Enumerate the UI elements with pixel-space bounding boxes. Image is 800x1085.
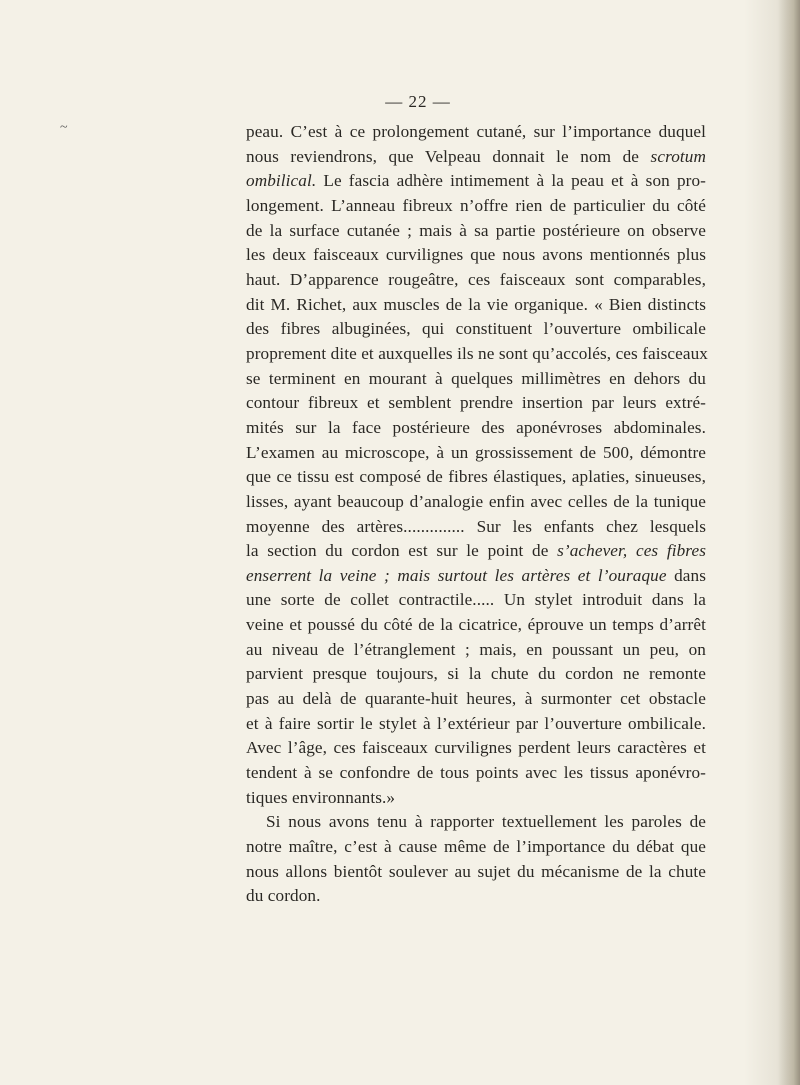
text-segment: lisses, ayant beaucoup d’analogie enfin avec celles de la tunique <box>246 491 706 511</box>
text-segment: nous allons bientôt soulever au sujet du mécanisme de la chute <box>246 861 706 881</box>
text-segment: que ce tissu est composé de fibres élastiques, aplaties, sinueuses, <box>246 467 706 487</box>
text-segment: longement. L’anneau fibreux n’offre rien de particulier du côté <box>246 195 706 215</box>
text-segment: Si nous avons tenu à rapporter textuellement les paroles de <box>266 812 706 832</box>
text-segment: dit M. Richet, aux muscles de la vie organique. « Bien distincts <box>246 294 706 314</box>
text-segment: tendent à se confondre de tous points avec les tissus aponévro- <box>246 763 706 783</box>
text-segment: au niveau de l’étranglement ; mais, en poussant un peu, on <box>246 639 706 659</box>
text-segment: notre maître, c’est à cause même de l’importance du débat que <box>246 837 706 857</box>
text-line <box>246 367 706 392</box>
text-line <box>246 145 706 170</box>
text-line <box>246 638 706 663</box>
text-line <box>246 786 706 811</box>
text-line <box>246 662 706 687</box>
text-line <box>246 761 706 786</box>
text-segment: L’examen au microscope, à un grossissement de 500, démontre <box>246 442 706 462</box>
text-segment: de la surface cutanée ; mais à sa partie postérieure on observe <box>246 220 706 240</box>
text-line <box>246 539 706 564</box>
text-line <box>246 293 706 318</box>
text-segment: contour fibreux et semblent prendre insertion par leurs extré- <box>246 393 706 413</box>
text-segment: se terminent en mourant à quelques millimètres en dehors du <box>246 368 706 388</box>
text-line <box>246 588 706 613</box>
text-line <box>246 515 706 540</box>
text-segment: Avec l’âge, ces faisceaux curvilignes perdent leurs caractères et <box>246 738 706 758</box>
text-line <box>246 860 706 885</box>
text-line <box>246 194 706 219</box>
text-line <box>246 564 706 589</box>
text-segment: Le fascia adhère intimement à la peau et à son pro- <box>316 171 706 191</box>
text-line <box>246 268 706 293</box>
text-line <box>246 884 706 909</box>
text-line <box>246 736 706 761</box>
text-line <box>246 613 706 638</box>
text-segment: et à faire sortir le stylet à l’extérieur par l’ouverture ombilicale. <box>246 713 706 733</box>
text-line <box>246 687 706 712</box>
text-segment: moyenne des artères.............. Sur les enfants chez lesquels <box>246 516 706 536</box>
text-line <box>246 342 709 367</box>
text-line <box>246 169 706 194</box>
text-segment: mités sur la face postérieure des aponévroses abdominales. <box>246 417 706 437</box>
text-segment: peau. C’est à ce prolongement cutané, sur l’importance duquel <box>246 122 706 141</box>
text-segment: parvient presque toujours, si la chute du cordon ne remonte <box>246 664 706 684</box>
italic-text: s’achever, ces fibres <box>557 541 706 561</box>
italic-text: ombilical. <box>246 171 317 191</box>
body-text <box>246 120 709 909</box>
text-line <box>246 465 706 490</box>
text-segment: la section du cordon est sur le point de <box>246 541 558 561</box>
text-line <box>246 810 706 835</box>
text-line <box>246 712 706 737</box>
text-line <box>246 317 706 342</box>
text-segment: tiques environnants.» <box>246 787 396 807</box>
italic-text: scrotum <box>650 146 706 166</box>
text-line <box>246 490 706 515</box>
text-segment: les deux faisceaux curvilignes que nous avons mentionnés plus <box>246 245 706 265</box>
text-segment: une sorte de collet contractile..... Un stylet introduit dans la <box>246 590 706 610</box>
text-line <box>246 243 706 268</box>
page-number: — 22 — <box>385 92 451 111</box>
text-segment: dans <box>666 565 706 585</box>
stray-ink-mark: ~ <box>60 120 68 135</box>
text-line <box>246 120 706 145</box>
text-segment: veine et poussé du côté de la cicatrice, éprouve un temps d’arrêt <box>246 615 706 635</box>
text-segment: haut. D’apparence rougeâtre, ces faisceaux sont comparables, <box>246 269 706 289</box>
text-segment: proprement dite et auxquelles ils ne sont qu’accolés, ces faisceaux <box>246 343 709 363</box>
text-line <box>246 416 706 441</box>
text-line <box>246 391 706 416</box>
italic-text: enserrent la veine ; mais surtout les artères et l’ouraque <box>246 565 667 585</box>
text-segment: pas au delà de quarante-huit heures, à surmonter cet obstacle <box>246 689 706 709</box>
text-segment: nous reviendrons, que Velpeau donnait le nom de <box>246 146 651 166</box>
page-edge-shadow <box>778 0 800 1085</box>
text-segment: du cordon. <box>246 886 321 906</box>
text-line <box>246 835 706 860</box>
text-segment: des fibres albuginées, qui constituent l’ouverture ombilicale <box>246 319 706 339</box>
text-line <box>246 219 706 244</box>
text-line <box>246 441 706 466</box>
